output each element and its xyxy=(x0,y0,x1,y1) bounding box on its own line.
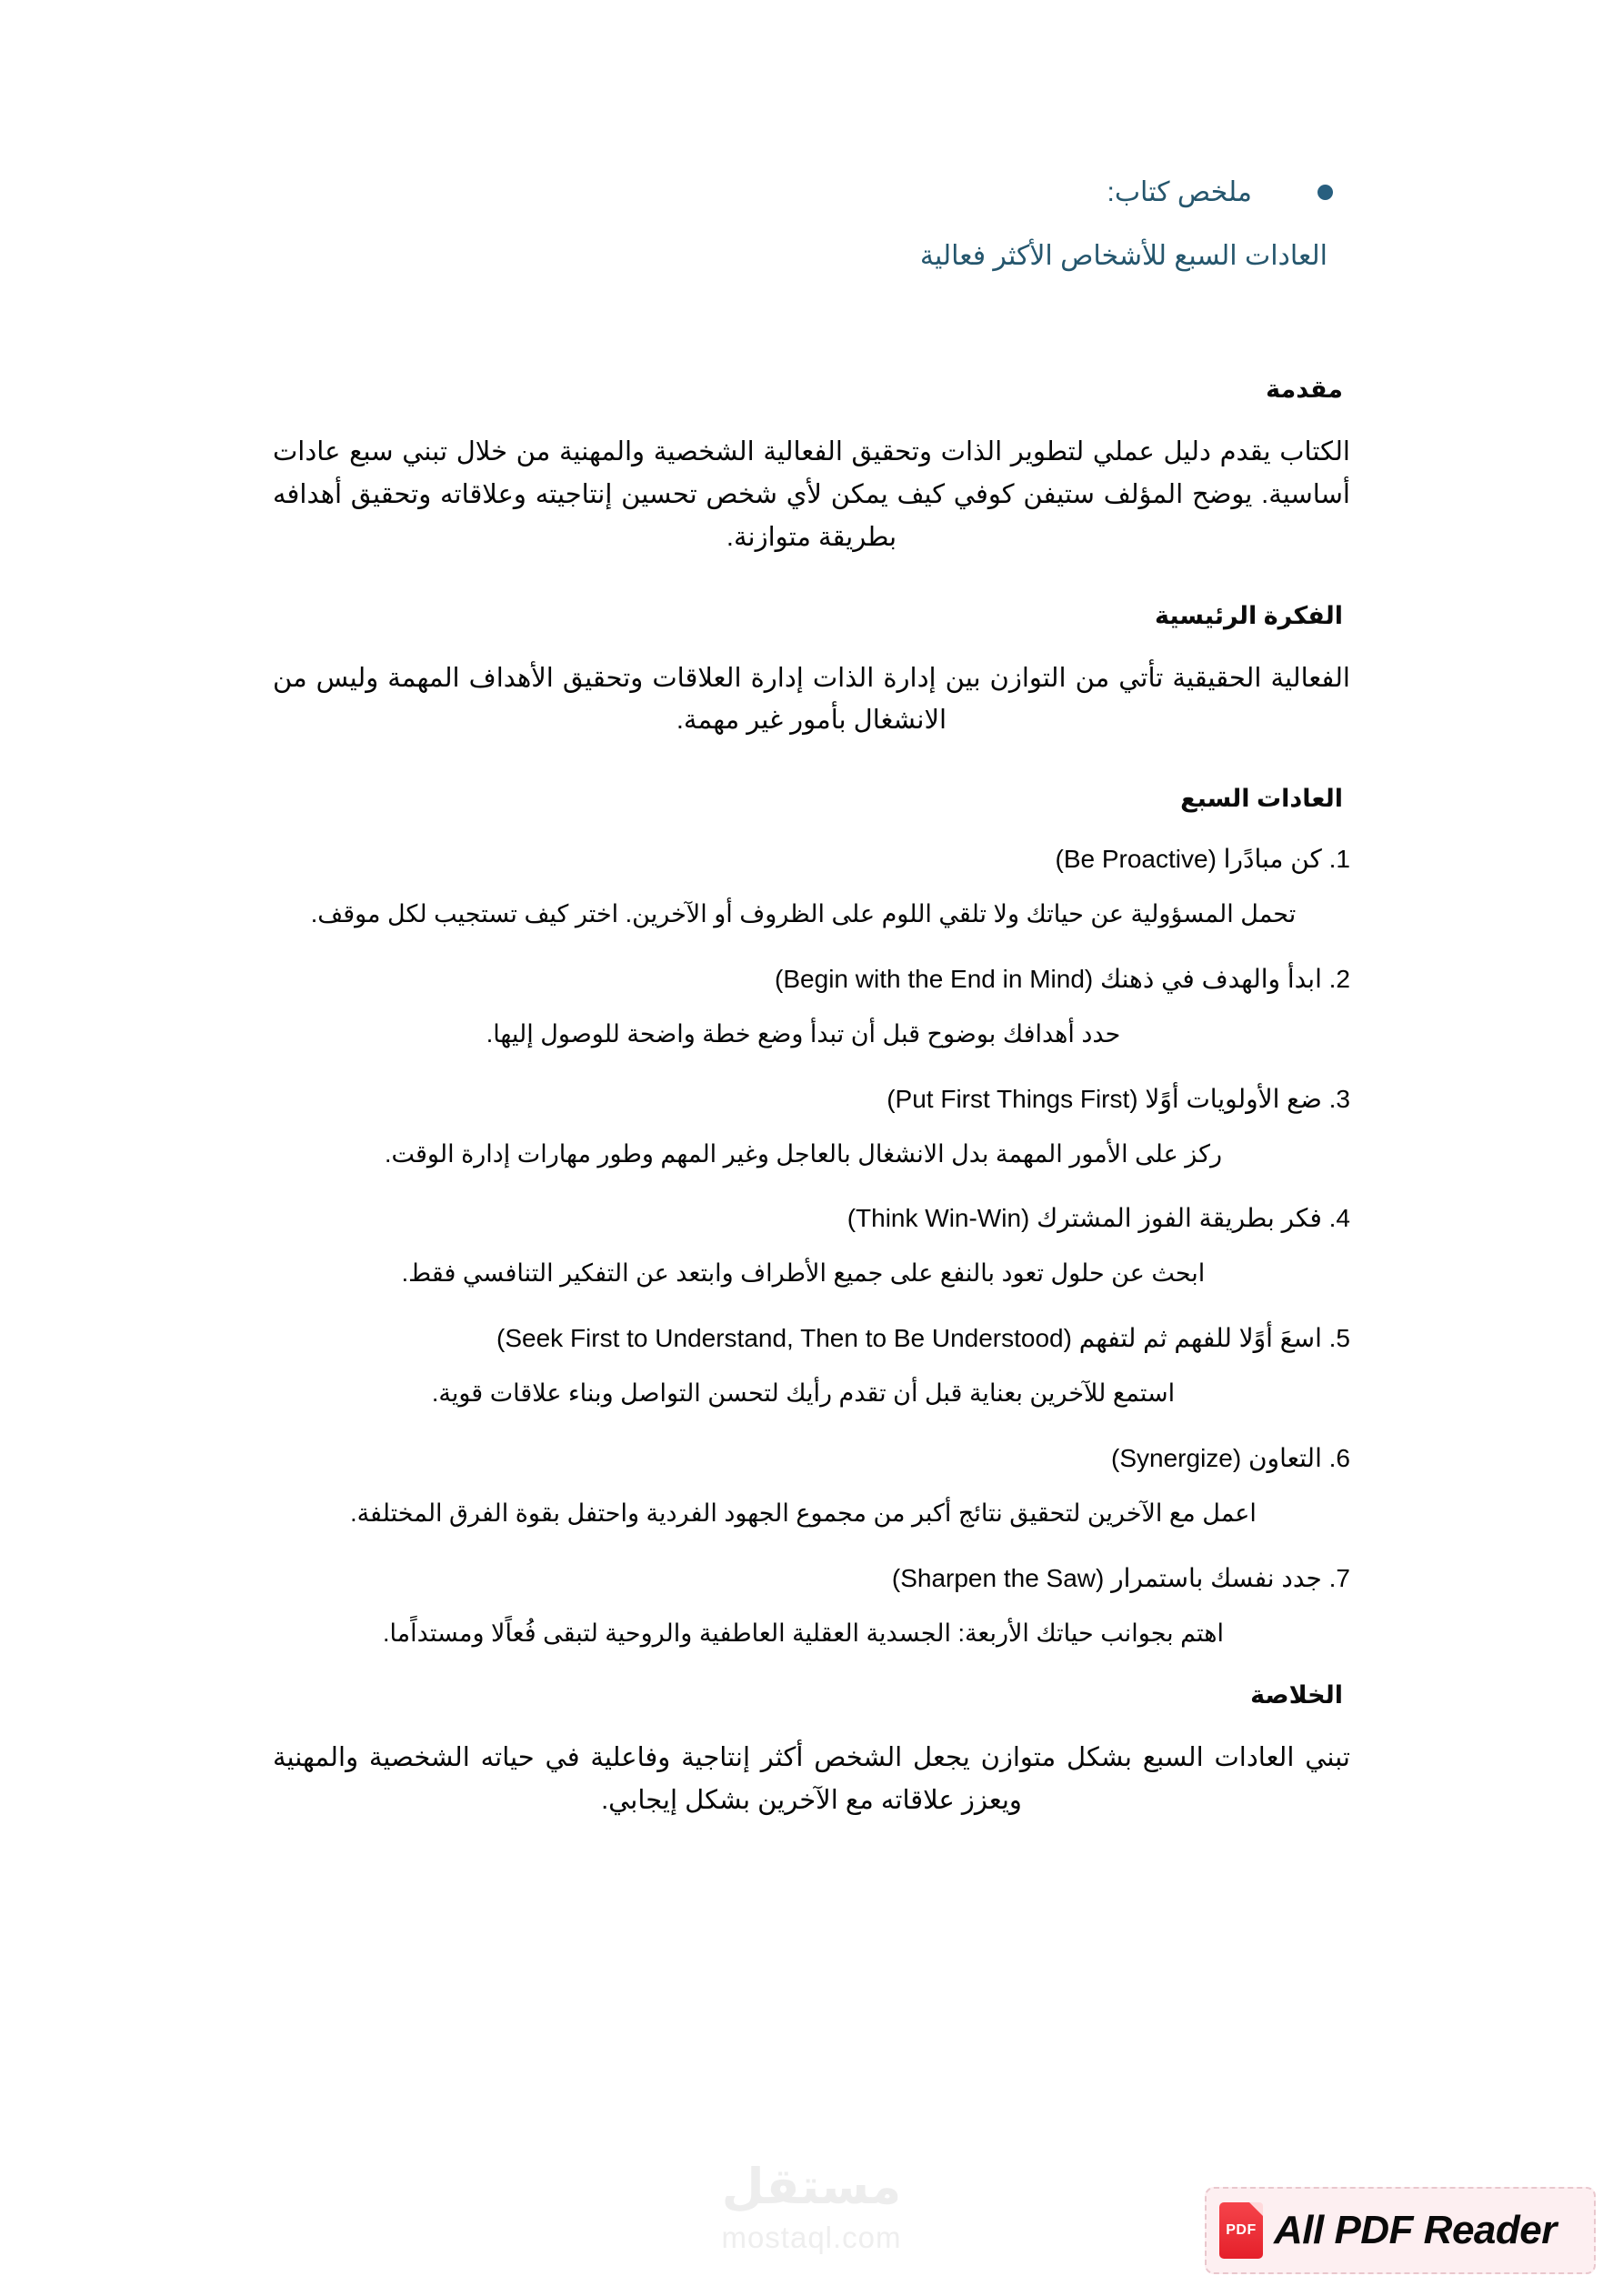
habit-title: 3. ضع الأولويات أوًلا (Put First Things First) xyxy=(887,1084,1350,1113)
habit-body: اهتم بجوانب حياتك الأربعة: الجسدية العقلية العاطفية والروحية لتبقى فُعاًلا ومستداًما. xyxy=(382,1619,1225,1647)
paragraph-introduction: الكتاب يقدم دليل عملي لتطوير الذات وتحقيق الفعالية الشخصية والمهنية من خلال تبني سبع عادات أساسية. يوضح المؤلف ستيفن كوفي كيف يمكن لأي شخص تحسين إنتاجيته وعلاقاته وتحقيق أهدافه بطريقة متوازنة. xyxy=(273,436,1350,552)
bullet-point-icon xyxy=(1317,185,1333,200)
habit-title: 6. التعاون (Synergize) xyxy=(1111,1443,1350,1472)
all-pdf-reader-badge[interactable] xyxy=(1205,2187,1596,2274)
title-bullet-line xyxy=(286,173,1337,213)
heading-summary: الخلاصة xyxy=(1250,1681,1343,1709)
habit-body: ابحث عن حلول تعود بالنفع على جميع الأطراف وابتعد عن التفكير التنافسي فقط. xyxy=(401,1259,1206,1288)
pdf-badge-label: All PDF Reader xyxy=(1274,2208,1557,2252)
heading-introduction: مقدمة xyxy=(1266,376,1343,403)
habit-body: تحمل المسؤولية عن حياتك ولا تلقي اللوم على الظروف أو الآخرين. اختر كيف تستجيب لكل موقف. xyxy=(310,900,1297,928)
pdf-file-icon xyxy=(1219,2202,1263,2259)
habit-title: 2. ابدأ والهدف في ذهنك (Begin with the End in Mind) xyxy=(775,964,1350,993)
habit-title: 7. جدد نفسك باستمرار (Sharpen the Saw) xyxy=(891,1563,1350,1592)
mostaql-logo-text: مستقل xyxy=(721,2160,902,2214)
habit-title: 1. كن مبادًرا (Be Proactive) xyxy=(1055,845,1350,874)
mostaql-domain-text: mostaql.com xyxy=(721,2221,902,2254)
habit-body: حدد أهدافك بوضوح قبل أن تبدأ وضع خطة واضحة للوصول إليها. xyxy=(486,1019,1121,1048)
heading-main-idea: الفكرة الرئيسية xyxy=(1155,601,1343,629)
habit-body: استمع للآخرين بعناية قبل أن تقدم رأيك لتحسن التواصل وبناء علاقات قوية. xyxy=(431,1379,1176,1408)
page-title: ملخص كتاب: xyxy=(1107,177,1252,207)
heading-seven-habits: العادات السبع xyxy=(1180,785,1343,813)
spacer xyxy=(273,769,1350,782)
habit-title: 4. فكر بطريقة الفوز المشترك (Think Win-Win) xyxy=(847,1204,1350,1233)
habit-title: 5. اسعَ أوًلا للفهم ثم لتفهم (Seek First to Understand, Then to Be Understood) xyxy=(496,1324,1350,1353)
paragraph-main-idea: الفعالية الحقيقية تأتي من التوازن بين إدارة الذات إدارة العلاقات وتحقيق الأهداف المهمة وليس من الانشغال بأمور غير مهمة. xyxy=(273,663,1350,736)
spacer xyxy=(273,587,1350,599)
page-subtitle: العادات السبع للأشخاص الأكثر فعالية xyxy=(919,240,1327,271)
habit-body: اعمل مع الآخرين لتحقيق نتائج أكبر من مجموع الجهود الفردية واحتفل بقوة الفرق المختلفة. xyxy=(350,1499,1257,1527)
paragraph-summary: تبني العادات السبع بشكل متوازن يجعل الشخص أكثر إنتاجية وفاعلية في حياته الشخصية والمهنية ويعزز علاقاته مع الآخرين بشكل إيجابي. xyxy=(273,1743,1350,1816)
document-title-block xyxy=(286,173,1337,276)
habit-body: ركز على الأمور المهمة بدل الانشغال بالعاجل وغير المهم وطور مهارات إدارة الوقت. xyxy=(385,1139,1222,1168)
document-body xyxy=(273,373,1350,1850)
pdf-icon-label: PDF xyxy=(1226,2222,1257,2238)
